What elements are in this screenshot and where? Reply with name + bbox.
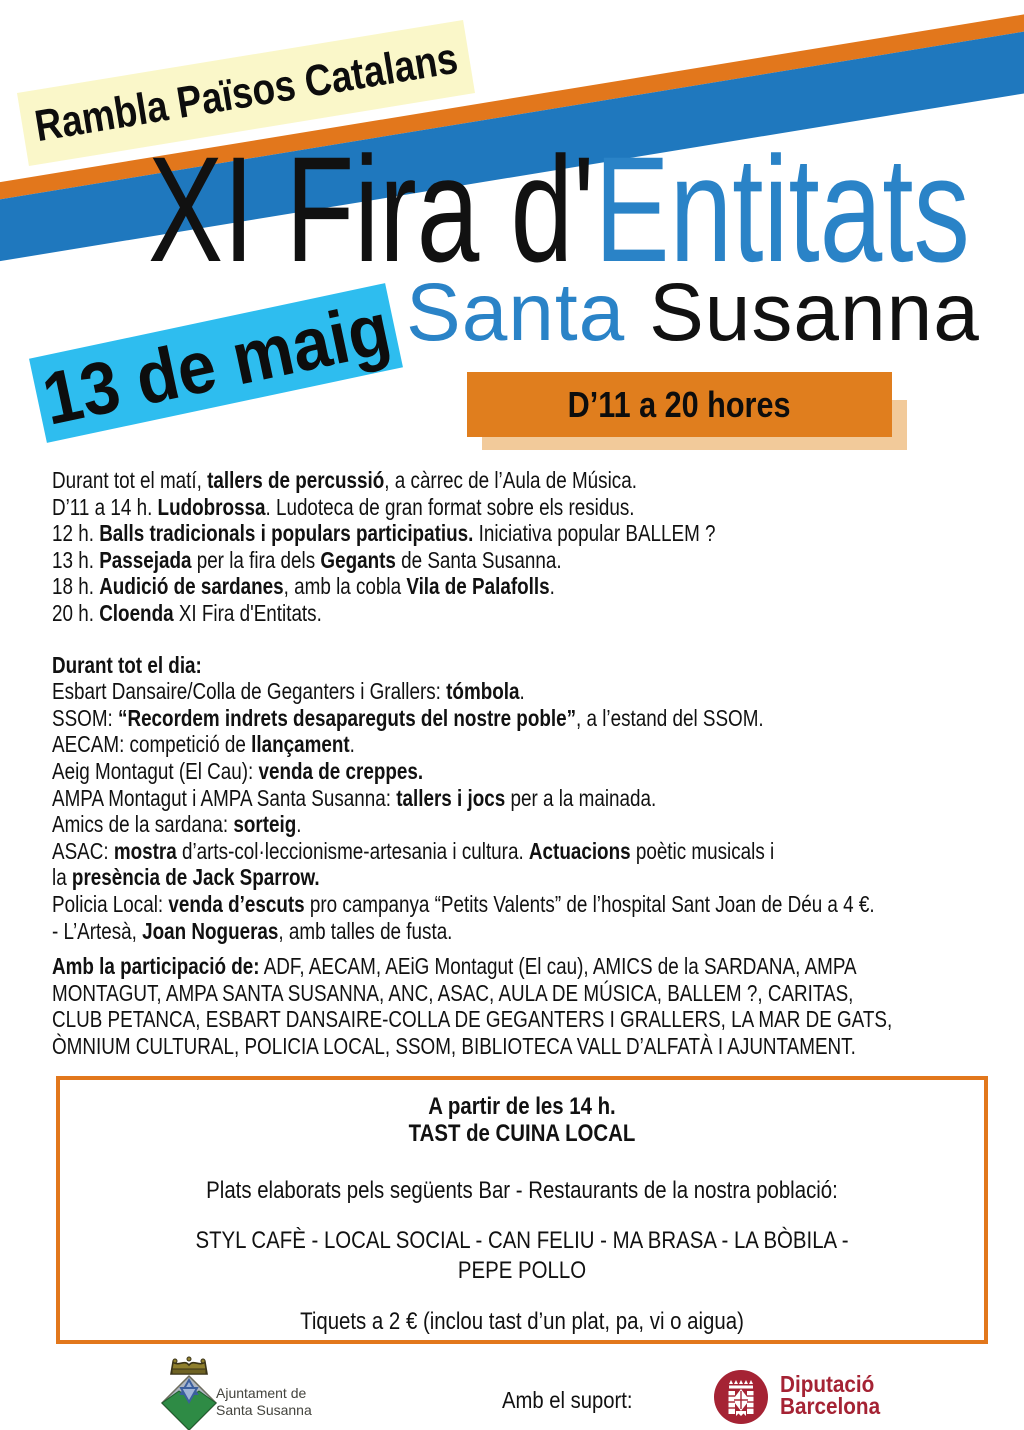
text-line: la presència de Jack Sparrow. [52, 864, 320, 891]
text-line: Policia Local: venda d’escuts pro campanya “Petits Valents” de l’hospital Sant Joan de Déu a 4 €. [52, 890, 875, 917]
text-line: Durant tot el matí, tallers de percussió, a càrrec de l’Aula de Música. [52, 467, 637, 493]
diputacio-label-line1: Diputació [780, 1371, 875, 1397]
town-name-black-part: Susanna [649, 267, 980, 358]
text-line: MONTAGUT, AMPA SANTA SUSANNA, ANC, ASAC, AULA DE MÚSICA, BALLEM ?, CARITAS, [52, 979, 854, 1006]
text-line: 12 h. Balls tradicionals i populars participatius. Iniciativa popular BALLEM ? [52, 520, 716, 547]
restaurants-line2: PEPE POLLO [457, 1257, 587, 1284]
ajuntament-label [216, 1385, 312, 1418]
food-box-title-line1: A partir de les 14 h. [428, 1093, 616, 1120]
town-name [406, 267, 980, 358]
text-line: Aeig Montagut (El Cau): venda de creppes. [52, 757, 424, 784]
text-line: ÒMNIUM CULTURAL, POLICIA LOCAL, SSOM, BIBLIOTECA VALL D’ALFATÀ I AJUNTAMENT. [52, 1032, 856, 1059]
all-day-header: Durant tot el dia: [52, 651, 202, 678]
food-box-title-line2: TAST de CUINA LOCAL [408, 1120, 636, 1147]
text-line: AMPA Montagut i AMPA Santa Susanna: tallers i jocs per a la mainada. [52, 784, 657, 811]
text-line: - L’Artesà, Joan Nogueras, amb talles de fusta. [52, 917, 453, 944]
schedule-list [52, 467, 1003, 627]
text-line: AECAM: competició de llançament. [52, 731, 355, 758]
title-blue-part: Entitats [594, 125, 970, 293]
diputacio-label [780, 1373, 880, 1417]
all-day-list [52, 678, 1003, 944]
poster-title [148, 125, 970, 293]
food-box-intro: Plats elaborats pels següents Bar - Restaurants de la nostra població: [206, 1177, 838, 1204]
text-line: 18 h. Audició de sardanes, amb la cobla Vila de Palafolls. [52, 573, 555, 600]
text-line: ASAC: mostra d’arts-col·leccionisme-artesania i cultura. Actuacions poètic musicals i [52, 837, 775, 864]
text-line: 20 h. Cloenda XI Fira d'Entitats. [52, 599, 322, 626]
diputacio-emblem-icon [712, 1368, 770, 1430]
text-line: CLUB PETANCA, ESBART DANSAIRE-COLLA DE GEGANTERS I GRALLERS, LA MAR DE GATS, [52, 1006, 893, 1033]
all-day-section [52, 652, 1003, 945]
text-line: Amics de la sardana: sorteig. [52, 811, 302, 838]
ajuntament-label-line1: Ajuntament de [216, 1385, 307, 1401]
date-banner [29, 283, 403, 443]
tickets-info: Tiquets a 2 € (inclou tast d’un plat, pa, vi o aigua) [300, 1308, 744, 1335]
ajuntament-crest-icon [158, 1352, 220, 1430]
town-name-blue-part: Santa [406, 267, 650, 358]
text-line: SSOM: “Recordem indrets desapareguts del nostre poble”, a l’estand del SSOM. [52, 704, 764, 731]
body-text [52, 467, 1003, 1059]
text-line: Esbart Dansaire/Colla de Geganters i Grallers: tómbola. [52, 678, 525, 705]
date-banner-text: 13 de maig [35, 285, 397, 441]
title-black-part: XI Fira d' [148, 125, 595, 293]
text-line: D’11 a 14 h. Ludobrossa. Ludoteca de gran format sobre els residus. [52, 493, 635, 520]
support-label: Amb el suport: [502, 1387, 633, 1413]
restaurants-line1: STYL CAFÈ - LOCAL SOCIAL - CAN FELIU - MA BRASA - LA BÒBILA - [195, 1227, 849, 1254]
participation-list [52, 953, 1003, 1059]
food-box [56, 1076, 988, 1344]
text-line: 13 h. Passejada per la fira dels Gegants de Santa Susanna. [52, 546, 562, 573]
diputacio-label-line2: Barcelona [780, 1393, 881, 1419]
hours-text: D’11 a 20 hores [568, 383, 791, 425]
hours-box [467, 372, 892, 437]
location-banner-text: Rambla Països Catalans [31, 33, 461, 152]
text-line: Amb la participació de: ADF, AECAM, AEiG Montagut (El cau), AMICS de la SARDANA, AMPA [52, 953, 857, 980]
food-box-content [129, 1080, 914, 1335]
ajuntament-label-line2: Santa Susanna [216, 1401, 312, 1418]
